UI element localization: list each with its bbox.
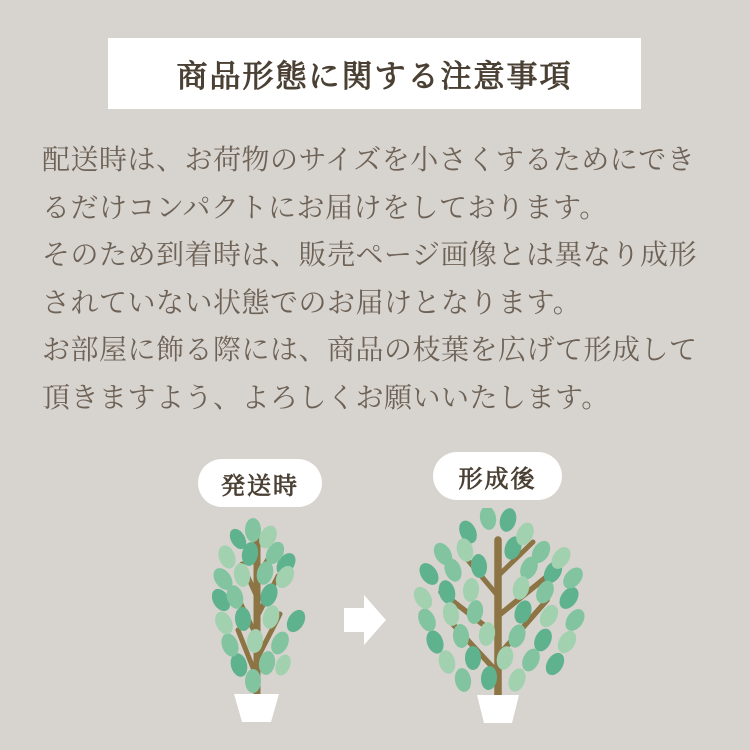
pot: [477, 695, 519, 723]
notice-body-text: [42, 136, 718, 421]
pot: [234, 694, 279, 722]
right-arrow-icon: [344, 595, 386, 645]
compact-tree-illustration: [212, 518, 312, 724]
notice-line: 頂きますよう、よろしくお願いいたします。: [42, 381, 610, 413]
page-title: 商品形態に関する注意事項: [176, 59, 573, 94]
notice-line: されていない状態でのお届けとなります。: [42, 286, 582, 318]
notice-line: 配送時は、お荷物のサイズを小さくするためにでき: [42, 144, 696, 175]
notice-line: るだけコンパクトにお届けをしております。: [42, 191, 608, 223]
formed-state-badge: [433, 452, 562, 500]
shipping-state-badge: [198, 459, 322, 507]
formed-tree-illustration: [413, 508, 585, 724]
shipping-state-label: 発送時: [221, 472, 299, 500]
notice-line: そのため到着時は、販売ページ画像とは異なり成形: [42, 239, 697, 270]
notice-header-box: [108, 38, 641, 109]
formed-state-label: 形成後: [458, 465, 537, 493]
notice-line: お部屋に飾る際には、商品の枝葉を広げて形成して: [42, 334, 698, 365]
